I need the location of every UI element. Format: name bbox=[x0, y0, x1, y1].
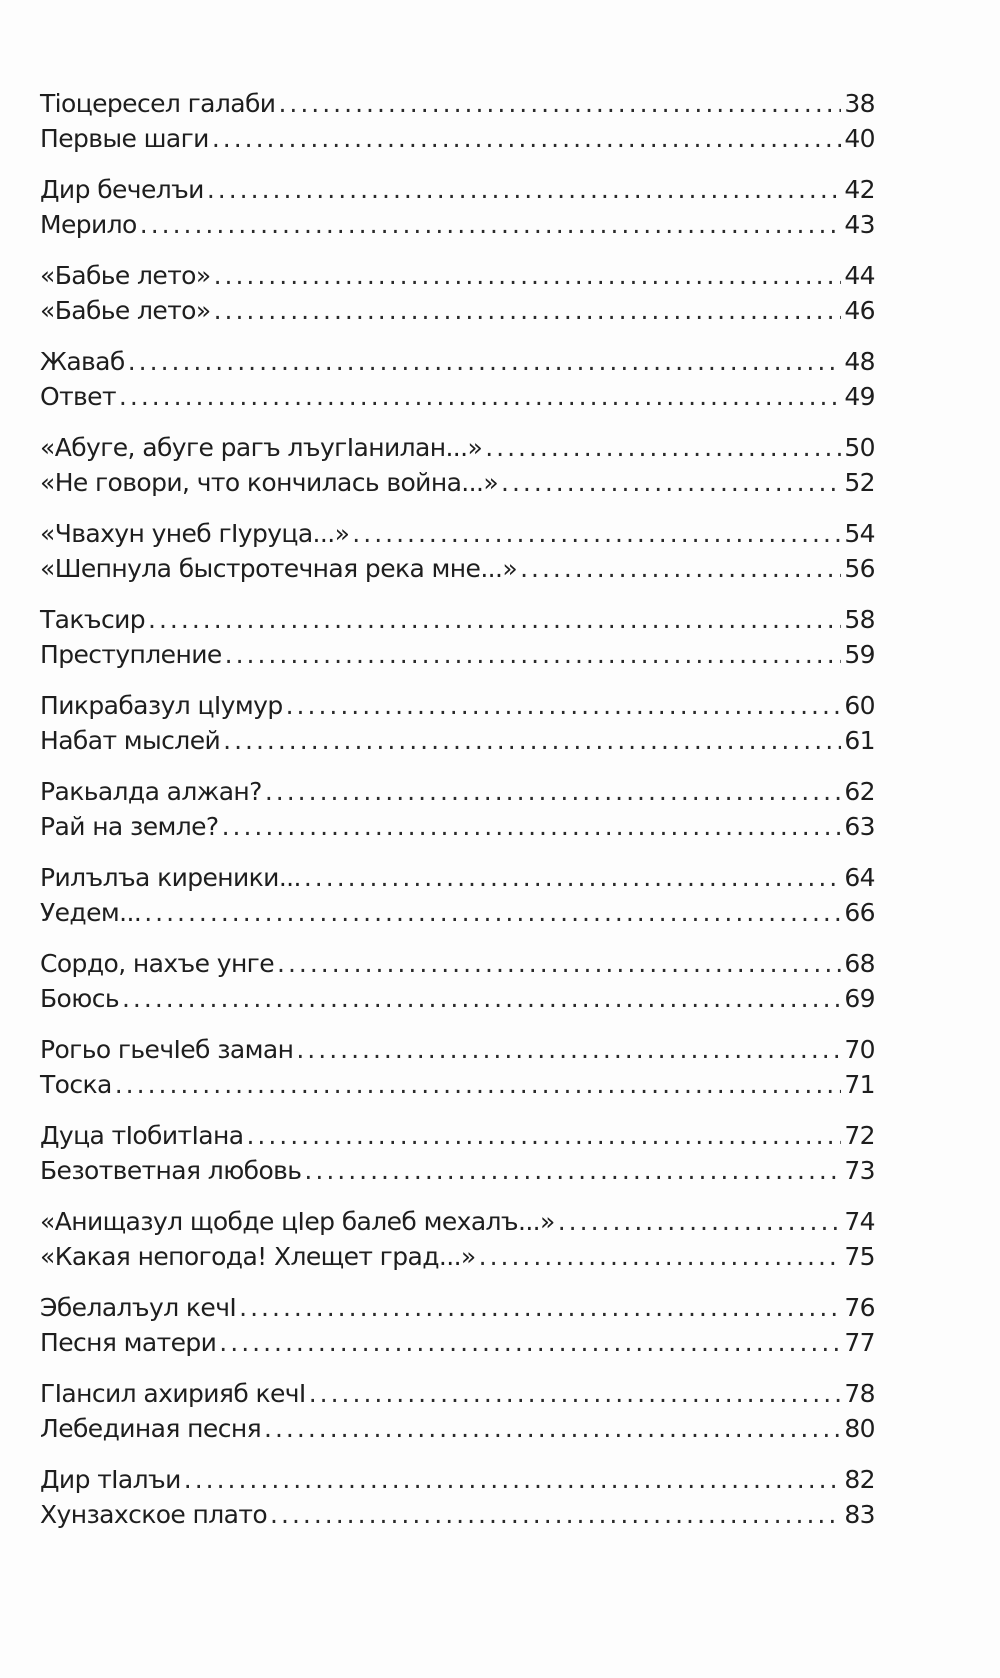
dot-leader bbox=[184, 1462, 842, 1497]
dot-leader bbox=[485, 430, 841, 465]
toc-group bbox=[40, 860, 875, 930]
dot-leader bbox=[207, 172, 842, 207]
toc-entry bbox=[40, 1290, 875, 1325]
dot-leader bbox=[144, 895, 841, 930]
toc-entry-page-number: 46 bbox=[844, 296, 875, 325]
toc-entry-title: «Не говори, что кончилась война...» bbox=[40, 468, 499, 497]
toc-entry-page-number: 50 bbox=[844, 433, 875, 462]
dot-leader bbox=[558, 1204, 842, 1239]
toc-entry-page-number: 68 bbox=[844, 949, 875, 978]
toc-entry-page-number: 54 bbox=[844, 519, 875, 548]
toc-entry bbox=[40, 1325, 875, 1360]
toc-entry-title: Такъсир bbox=[40, 605, 146, 634]
toc-group bbox=[40, 688, 875, 758]
toc-entry-title: Тоска bbox=[40, 1070, 112, 1099]
toc-entry-title: Боюсь bbox=[40, 984, 119, 1013]
dot-leader bbox=[270, 1497, 841, 1532]
toc-entry bbox=[40, 344, 875, 379]
toc-entry-page-number: 43 bbox=[844, 210, 875, 239]
toc-group bbox=[40, 1204, 875, 1274]
toc-entry-title: Безответная любовь bbox=[40, 1156, 302, 1185]
dot-leader bbox=[352, 516, 841, 551]
toc-entry-title: «Абуге, абуге рагъ лъугІанилан...» bbox=[40, 433, 483, 462]
dot-leader bbox=[115, 1067, 842, 1102]
toc-group bbox=[40, 946, 875, 1016]
dot-leader bbox=[223, 723, 841, 758]
toc-entry-page-number: 40 bbox=[844, 124, 875, 153]
toc-entry-title: Эбелалъул кечІ bbox=[40, 1293, 237, 1322]
dot-leader bbox=[309, 1376, 842, 1411]
toc-entry bbox=[40, 895, 875, 930]
toc-entry bbox=[40, 688, 875, 723]
toc-entry bbox=[40, 637, 875, 672]
dot-leader bbox=[265, 774, 842, 809]
dot-leader bbox=[140, 207, 842, 242]
toc-entry bbox=[40, 207, 875, 242]
toc-entry-page-number: 70 bbox=[844, 1035, 875, 1064]
dot-leader bbox=[304, 860, 842, 895]
dot-leader bbox=[304, 1153, 841, 1188]
dot-leader bbox=[239, 1290, 841, 1325]
toc-entry-title: ГІансил ахирияб кечІ bbox=[40, 1379, 306, 1408]
toc-entry-page-number: 75 bbox=[844, 1242, 875, 1271]
toc-entry bbox=[40, 946, 875, 981]
toc-entry bbox=[40, 809, 875, 844]
toc-entry-title: «Бабье лето» bbox=[40, 261, 211, 290]
toc-entry-title: Ответ bbox=[40, 382, 116, 411]
dot-leader bbox=[214, 293, 842, 328]
toc-entry-page-number: 74 bbox=[844, 1207, 875, 1236]
toc-entry-page-number: 80 bbox=[844, 1414, 875, 1443]
toc-group bbox=[40, 516, 875, 586]
toc-entry-title: «Чвахун унеб гІуруца...» bbox=[40, 519, 350, 548]
dot-leader bbox=[148, 602, 841, 637]
toc-entry-page-number: 77 bbox=[844, 1328, 875, 1357]
dot-leader bbox=[219, 1325, 841, 1360]
dot-leader bbox=[278, 86, 841, 121]
table-of-contents bbox=[40, 86, 875, 1548]
toc-entry bbox=[40, 258, 875, 293]
toc-entry-title: Сордо, нахъе унге bbox=[40, 949, 275, 978]
toc-entry-title: Лебединая песня bbox=[40, 1414, 262, 1443]
toc-entry-title: Рилълъа киреники... bbox=[40, 863, 301, 892]
dot-leader bbox=[214, 258, 842, 293]
toc-entry-title: Рогьо гьечІеб заман bbox=[40, 1035, 294, 1064]
toc-entry bbox=[40, 379, 875, 414]
toc-entry-page-number: 59 bbox=[844, 640, 875, 669]
dot-leader bbox=[501, 465, 841, 500]
toc-group bbox=[40, 1290, 875, 1360]
toc-entry-page-number: 62 bbox=[844, 777, 875, 806]
dot-leader bbox=[222, 809, 842, 844]
toc-entry bbox=[40, 1376, 875, 1411]
toc-entry-page-number: 58 bbox=[844, 605, 875, 634]
toc-entry bbox=[40, 551, 875, 586]
dot-leader bbox=[277, 946, 841, 981]
toc-group bbox=[40, 258, 875, 328]
toc-entry-page-number: 83 bbox=[844, 1500, 875, 1529]
toc-entry-page-number: 76 bbox=[844, 1293, 875, 1322]
toc-entry-title: Уедем... bbox=[40, 898, 142, 927]
toc-entry-title: Песня матери bbox=[40, 1328, 217, 1357]
toc-entry-title: Пикрабазул цІумур bbox=[40, 691, 283, 720]
toc-group bbox=[40, 172, 875, 242]
toc-group bbox=[40, 1118, 875, 1188]
toc-entry bbox=[40, 774, 875, 809]
dot-leader bbox=[122, 981, 841, 1016]
toc-entry-page-number: 72 bbox=[844, 1121, 875, 1150]
toc-entry-title: «Какая непогода! Хлещет град...» bbox=[40, 1242, 476, 1271]
toc-entry bbox=[40, 293, 875, 328]
toc-entry bbox=[40, 1118, 875, 1153]
toc-entry bbox=[40, 121, 875, 156]
toc-entry-page-number: 64 bbox=[844, 863, 875, 892]
toc-entry bbox=[40, 1411, 875, 1446]
toc-entry-page-number: 82 bbox=[844, 1465, 875, 1494]
toc-group bbox=[40, 1376, 875, 1446]
toc-entry-title: «Шепнула быстротечная река мне...» bbox=[40, 554, 518, 583]
toc-entry-page-number: 73 bbox=[844, 1156, 875, 1185]
toc-entry-page-number: 48 bbox=[844, 347, 875, 376]
toc-entry-page-number: 69 bbox=[844, 984, 875, 1013]
dot-leader bbox=[286, 688, 842, 723]
toc-entry bbox=[40, 723, 875, 758]
dot-leader bbox=[128, 344, 842, 379]
toc-group bbox=[40, 344, 875, 414]
toc-entry bbox=[40, 516, 875, 551]
toc-entry bbox=[40, 86, 875, 121]
toc-group bbox=[40, 774, 875, 844]
toc-group bbox=[40, 86, 875, 156]
toc-entry-title: Хунзахское плато bbox=[40, 1500, 268, 1529]
toc-group bbox=[40, 602, 875, 672]
toc-entry-page-number: 60 bbox=[844, 691, 875, 720]
toc-entry bbox=[40, 602, 875, 637]
toc-entry-page-number: 44 bbox=[844, 261, 875, 290]
toc-entry bbox=[40, 465, 875, 500]
toc-entry-page-number: 63 bbox=[844, 812, 875, 841]
toc-entry bbox=[40, 430, 875, 465]
dot-leader bbox=[479, 1239, 842, 1274]
toc-entry-page-number: 71 bbox=[844, 1070, 875, 1099]
toc-entry-title: Преступление bbox=[40, 640, 222, 669]
dot-leader bbox=[212, 121, 842, 156]
toc-entry-title: Набат мыслей bbox=[40, 726, 221, 755]
toc-entry-title: Рай на земле? bbox=[40, 812, 219, 841]
toc-entry-title: Тіоцересел галаби bbox=[40, 89, 276, 118]
toc-entry-page-number: 61 bbox=[844, 726, 875, 755]
toc-entry bbox=[40, 1067, 875, 1102]
toc-group bbox=[40, 430, 875, 500]
toc-entry-page-number: 42 bbox=[844, 175, 875, 204]
toc-group bbox=[40, 1462, 875, 1532]
dot-leader bbox=[119, 379, 841, 414]
dot-leader bbox=[246, 1118, 841, 1153]
toc-entry bbox=[40, 1204, 875, 1239]
dot-leader bbox=[296, 1032, 841, 1067]
toc-entry bbox=[40, 1462, 875, 1497]
toc-group bbox=[40, 1032, 875, 1102]
dot-leader bbox=[264, 1411, 841, 1446]
toc-entry bbox=[40, 1497, 875, 1532]
toc-entry bbox=[40, 860, 875, 895]
toc-entry-title: «Анищазул щобде цІер балеб мехалъ...» bbox=[40, 1207, 555, 1236]
dot-leader bbox=[225, 637, 842, 672]
toc-entry-page-number: 52 bbox=[844, 468, 875, 497]
toc-entry-title: Ракьалда алжан? bbox=[40, 777, 262, 806]
toc-entry-title: Дуца тІобитІана bbox=[40, 1121, 244, 1150]
toc-entry-title: Жаваб bbox=[40, 347, 125, 376]
toc-entry-title: Первые шаги bbox=[40, 124, 209, 153]
toc-entry-page-number: 38 bbox=[844, 89, 875, 118]
toc-entry bbox=[40, 1239, 875, 1274]
toc-entry bbox=[40, 981, 875, 1016]
toc-entry bbox=[40, 172, 875, 207]
toc-entry-title: Дир бечелъи bbox=[40, 175, 204, 204]
toc-entry bbox=[40, 1032, 875, 1067]
toc-entry-title: «Бабье лето» bbox=[40, 296, 211, 325]
toc-entry-page-number: 66 bbox=[844, 898, 875, 927]
toc-entry bbox=[40, 1153, 875, 1188]
toc-entry-page-number: 56 bbox=[844, 554, 875, 583]
toc-entry-page-number: 49 bbox=[844, 382, 875, 411]
toc-entry-title: Мерило bbox=[40, 210, 137, 239]
toc-entry-page-number: 78 bbox=[844, 1379, 875, 1408]
dot-leader bbox=[520, 551, 841, 586]
toc-entry-title: Дир тІалъи bbox=[40, 1465, 181, 1494]
